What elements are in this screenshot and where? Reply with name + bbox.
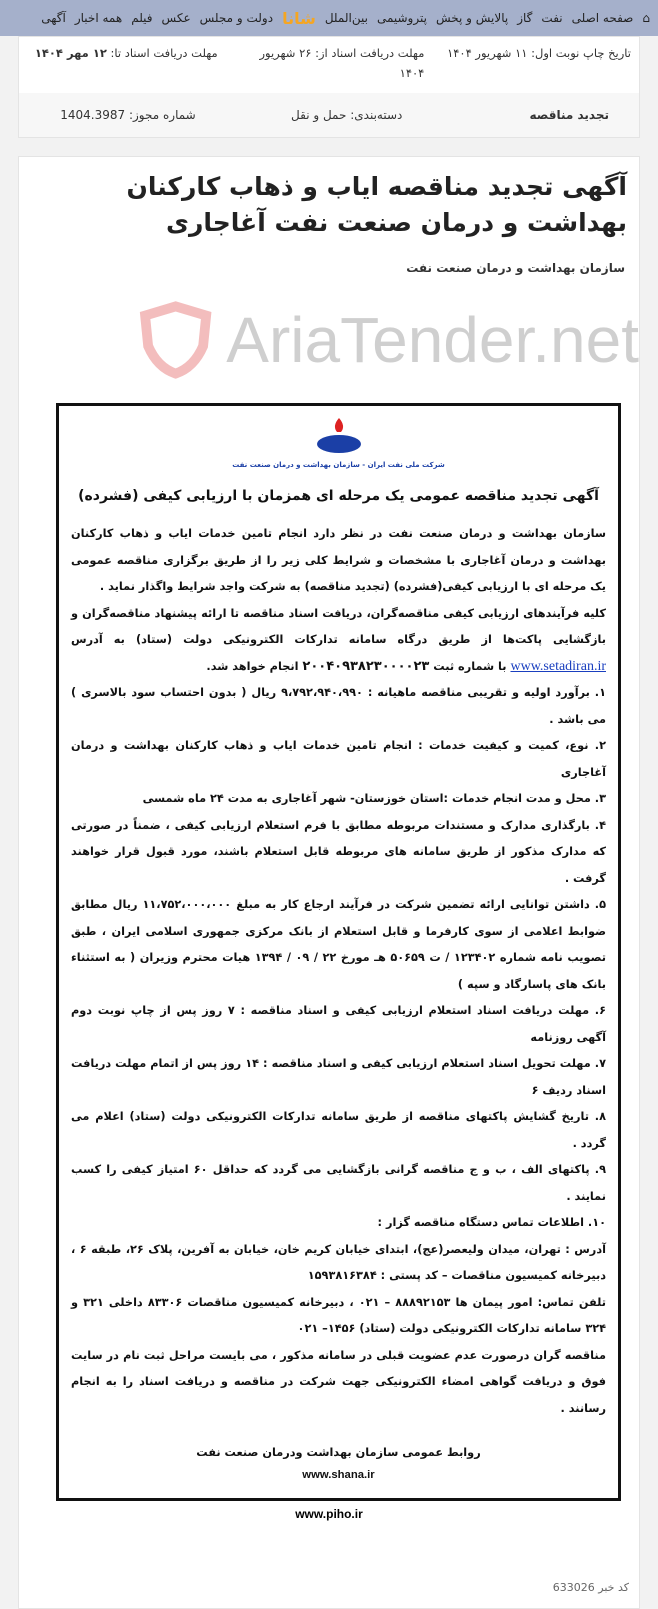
- nav-item[interactable]: همه اخبار: [74, 11, 123, 25]
- ad-phone: تلفن تماس: امور پیمان ها ۸۸۸۹۲۱۵۳ – ۰۲۱ ، دبیرخانه کمیسیون مناقصات ۸۳۳۰۶ داخلی ۳۲۱ و ۳۲۴ سامانه تدارکات الکترونیکی دولت (ستاد) ۱۴۵۶– ۰۲۱: [71, 1295, 607, 1335]
- nioc-flame-icon: [314, 418, 364, 456]
- home-icon[interactable]: ⌂: [642, 11, 650, 25]
- top-nav: [0, 0, 658, 36]
- ad-intro: سازمان بهداشت و درمان صنعت نفت در نظر دارد انجام تامین خدمات ایاب و ذهاب کارکنان بهداشت و درمان آغاجاری با مشخصات و شرایط کلی زیر را از طریق برگزاری مناقصه عمومی یک مرحله ای با ارزیابی کیفی(فشرده) (تجدید مناقصه) به شرکت واجد شرایط واگذار نماید .: [71, 527, 606, 593]
- tender-advertisement: [56, 403, 621, 1501]
- nav-item[interactable]: نفت: [541, 11, 563, 25]
- first-print-date: تاریخ چاپ نوبت اول: ۱۱ شهریور ۱۴۰۴: [447, 46, 631, 60]
- ad-item: ۱. برآورد اولیه و تقریبی مناقصه ماهیانه : ۹،۷۹۲،۹۴۰،۹۹۰ ریال ( بدون احتساب سود بالاسری ) می باشد .: [71, 686, 606, 726]
- nioc-logo: شرکت ملی نفت ایران - سازمان بهداشت و درمان صنعت نفت: [71, 418, 606, 471]
- site-logo[interactable]: شانا: [282, 8, 316, 28]
- watermark-shield-icon: [139, 290, 212, 390]
- ad-item: ۴. بارگذاری مدارک و مستندات مربوطه مطابق با فرم استعلام ارزیابی کیفی ، ضمناً در صورتی که مدارک مذکور از طریق سامانه های مربوطه قابل استعلام باشند، مورد قبول قرار خواهند گرفت .: [71, 818, 606, 885]
- organization: سازمان بهداشت و درمان صنعت نفت: [406, 261, 625, 275]
- nav-item[interactable]: آگهی: [41, 11, 66, 25]
- nav-item[interactable]: پتروشیمی: [376, 11, 427, 25]
- nav-item[interactable]: فیلم: [131, 11, 153, 25]
- tender-type: تجدید مناقصه: [529, 108, 609, 122]
- ad-title: آگهی تجدید مناقصه عمومی یک مرحله ای همزمان با ارزیابی کیفی (فشرده): [78, 488, 599, 504]
- nav-item[interactable]: گاز: [517, 11, 533, 25]
- ad-item: ۵. داشتن توانایی ارائه تضمین شرکت در فرآیند ارجاع کار به مبلغ ۱۱،۷۵۲،۰۰۰،۰۰۰ ریال مطابق ضوابط اعلامی از سوی کارفرما و قابل استعلام از بانک مرکزی جمهوری اسلامی ایران ، طبق تصویب نامه شماره ۱۲۳۴۰۲ / ت ۵۰۶۵۹ هـ مورخ ۲۲ / ۰۹ / ۱۳۹۴ هیات محترم وزیران ( به استثناء بانک های پاسارگاد و سپه ): [71, 898, 606, 991]
- nav-item[interactable]: دولت و مجلس: [199, 11, 274, 25]
- article-title: آگهی تجدید مناقصه ایاب و ذهاب کارکنان بهداشت و درمان صنعت نفت آغاجاری: [126, 172, 627, 237]
- news-code: کد خبر 633026: [552, 1581, 629, 1594]
- shana-site: www.shana.ir: [302, 1469, 375, 1481]
- ad-signature: روابط عمومی سازمان بهداشت ودرمان صنعت نفت: [196, 1446, 481, 1459]
- ad-item: ۲. نوع، کمیت و کیفیت خدمات : انجام تامین خدمات ایاب و ذهاب کارکنان بهداشت و درمان آغاجاری: [71, 739, 606, 779]
- nav-item[interactable]: بین‌الملل: [324, 11, 368, 25]
- doc-from-date: مهلت دریافت اسناد از: ۲۶ شهریور ۱۴۰۴: [259, 46, 425, 80]
- ad-item: ۳. محل و مدت انجام خدمات :استان خوزستان- شهر آغاجاری به مدت ۲۴ ماه شمسی: [142, 792, 606, 805]
- ad-item: ۶. مهلت دریافت اسناد استعلام ارزیابی کیفی و اسناد مناقصه : ۷ روز پس از چاپ نوبت دوم آگهی روزنامه: [71, 1004, 606, 1044]
- nav-item[interactable]: عکس: [161, 11, 191, 25]
- ad-procedure: کلیه فرآیندهای ارزیابی کیفی مناقصه‌گران، دریافت اسناد مناقصه تا ارائه پیشنهاد مناقصه‌گران و بازگشایی پاکت‌ها از طریق درگاه سامانه تدارکات الکترونیکی دولت (ستاد) به آدرس www.setadiran.ir با شماره ثبت ۲۰۰۴۰۹۳۸۲۳۰۰۰۰۲۳ انجام خواهد شد.: [71, 606, 606, 674]
- doc-to-date: مهلت دریافت اسناد تا: ۱۲ مهر ۱۴۰۴: [34, 46, 218, 60]
- watermark-text: AriaTender.net: [226, 304, 639, 376]
- ad-item: ۷. مهلت تحویل اسناد استعلام ارزیابی کیفی و اسناد مناقصه : ۱۴ روز پس از اتمام مهلت دریافت اسناد ردیف ۶: [71, 1057, 606, 1097]
- license-number: شماره مجوز: 1404.3987: [60, 108, 196, 122]
- ad-item: ۸. تاریخ گشایش پاکتهای مناقصه از طریق سامانه تدارکات الکترونیکی دولت (ستاد) اعلام می گردد .: [71, 1110, 606, 1150]
- ad-item: ۹. پاکتهای الف ، ب و ج مناقصه گرانی بازگشایی می گردد که حداقل ۶۰ امتیاز کیفی را کسب نمایند .: [71, 1163, 606, 1203]
- category: دسته‌بندی: حمل و نقل: [291, 108, 403, 122]
- piho-site: www.piho.ir: [295, 1507, 363, 1521]
- setadiran-link[interactable]: www.setadiran.ir: [510, 658, 606, 674]
- article-card: [18, 156, 640, 1609]
- ad-address: آدرس : تهران، میدان ولیعصر(عج)، ابتدای خیابان کریم خان، خیابان به آفرین، پلاک ۲۶، طبقه ۶ ، دبیرخانه کمیسیون مناقصات – کد پستی : ۱۵۹۳۸۱۶۳۸۴: [71, 1242, 606, 1282]
- ad-item: ۱۰. اطلاعات تماس دستگاه مناقصه گزار :: [377, 1216, 606, 1229]
- ad-note: مناقصه گران درصورت عدم عضویت قبلی در سامانه مذکور ، می بایست مراحل ثبت نام در سایت فوق و دریافت گواهی امضاء الکترونیکی جهت شرکت در مناقصه و دریافت اسناد را به انجام رسانند .: [71, 1348, 606, 1415]
- tender-info-card: [18, 36, 640, 138]
- watermark: [139, 285, 639, 395]
- nav-item[interactable]: پالایش و پخش: [435, 11, 509, 25]
- nav-item[interactable]: صفحه اصلی: [571, 11, 634, 25]
